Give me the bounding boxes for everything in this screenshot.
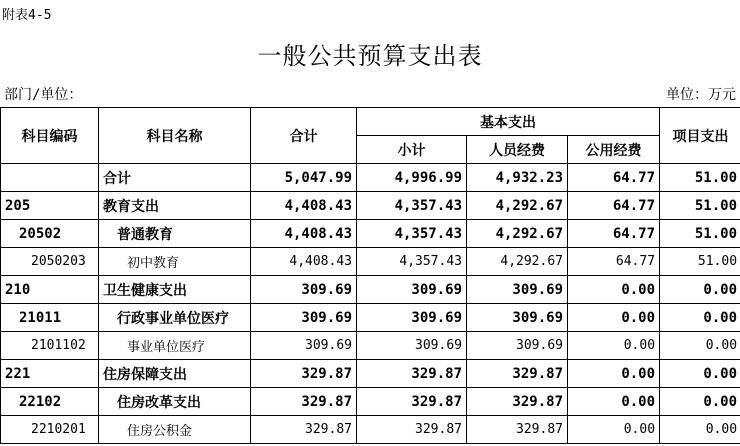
- table-row: [1, 192, 740, 220]
- cell-public: 64.77: [568, 248, 660, 276]
- cell-project: 51.00: [660, 192, 740, 220]
- cell-project: 0.00: [660, 332, 740, 360]
- header-name: 科目名称: [99, 108, 251, 164]
- cell-subtotal: 4,357.43: [357, 220, 467, 248]
- unit-label: 单位：万元: [666, 87, 736, 103]
- table-row: [1, 360, 740, 388]
- cell-public: 0.00: [568, 276, 660, 304]
- cell-personnel: 4,292.67: [467, 248, 568, 276]
- cell-personnel: 329.87: [467, 360, 568, 388]
- cell-subtotal: 329.87: [357, 388, 467, 416]
- cell-subtotal: 309.69: [357, 332, 467, 360]
- cell-code: 205: [1, 192, 99, 220]
- cell-code: 21011: [1, 304, 99, 332]
- table-row: [1, 304, 740, 332]
- cell-subtotal: 4,996.99: [357, 164, 467, 192]
- cell-personnel: 309.69: [467, 332, 568, 360]
- table-row: [1, 332, 740, 360]
- cell-total: 4,408.43: [251, 192, 357, 220]
- header-personnel: 人员经费: [467, 136, 568, 164]
- cell-public: 0.00: [568, 304, 660, 332]
- cell-name: 住房改革支出: [99, 388, 251, 416]
- cell-project: 0.00: [660, 360, 740, 388]
- cell-project: 0.00: [660, 388, 740, 416]
- header-project: 项目支出: [660, 108, 740, 164]
- cell-name: 初中教育: [99, 248, 251, 276]
- cell-code: 2210201: [1, 416, 99, 444]
- header-code: 科目编码: [1, 108, 99, 164]
- cell-code: 22102: [1, 388, 99, 416]
- header-subtotal: 小计: [357, 136, 467, 164]
- cell-subtotal: 329.87: [357, 416, 467, 444]
- cell-total: 329.87: [251, 416, 357, 444]
- table-row: [1, 416, 740, 444]
- cell-name: 卫生健康支出: [99, 276, 251, 304]
- cell-subtotal: 4,357.43: [357, 192, 467, 220]
- cell-code: 2050203: [1, 248, 99, 276]
- cell-personnel: 329.87: [467, 388, 568, 416]
- cell-public: 0.00: [568, 416, 660, 444]
- cell-personnel: 4,292.67: [467, 220, 568, 248]
- cell-public: 64.77: [568, 192, 660, 220]
- header-public: 公用经费: [568, 136, 660, 164]
- cell-public: 0.00: [568, 332, 660, 360]
- cell-name: 普通教育: [99, 220, 251, 248]
- cell-project: 0.00: [660, 304, 740, 332]
- cell-name: 事业单位医疗: [99, 332, 251, 360]
- annex-label: 附表4-5: [2, 8, 52, 23]
- cell-subtotal: 309.69: [357, 276, 467, 304]
- cell-project: 51.00: [660, 220, 740, 248]
- cell-project: 51.00: [660, 164, 740, 192]
- cell-total: 4,408.43: [251, 248, 357, 276]
- cell-code: 20502: [1, 220, 99, 248]
- cell-name: 住房公积金: [99, 416, 251, 444]
- cell-total: 309.69: [251, 304, 357, 332]
- cell-personnel: 309.69: [467, 304, 568, 332]
- cell-total: 329.87: [251, 360, 357, 388]
- cell-project: 51.00: [660, 248, 740, 276]
- cell-public: 64.77: [568, 164, 660, 192]
- cell-code: 210: [1, 276, 99, 304]
- cell-code: 2101102: [1, 332, 99, 360]
- cell-total: 309.69: [251, 276, 357, 304]
- cell-personnel: 4,292.67: [467, 192, 568, 220]
- cell-total: 309.69: [251, 332, 357, 360]
- cell-name: 住房保障支出: [99, 360, 251, 388]
- table-row: [1, 276, 740, 304]
- cell-name: 合计: [99, 164, 251, 192]
- cell-total: 329.87: [251, 388, 357, 416]
- cell-subtotal: 309.69: [357, 304, 467, 332]
- cell-personnel: 309.69: [467, 276, 568, 304]
- cell-total: 4,408.43: [251, 220, 357, 248]
- table-row: [1, 248, 740, 276]
- cell-project: 0.00: [660, 416, 740, 444]
- table-row: [1, 388, 740, 416]
- header-total: 合计: [251, 108, 357, 164]
- table-row: [1, 220, 740, 248]
- cell-name: 行政事业单位医疗: [99, 304, 251, 332]
- cell-name: 教育支出: [99, 192, 251, 220]
- cell-subtotal: 329.87: [357, 360, 467, 388]
- cell-subtotal: 4,357.43: [357, 248, 467, 276]
- cell-total: 5,047.99: [251, 164, 357, 192]
- budget-table: [0, 107, 740, 444]
- cell-code: [1, 164, 99, 192]
- cell-public: 0.00: [568, 388, 660, 416]
- cell-personnel: 4,932.23: [467, 164, 568, 192]
- table-row-total: [1, 164, 740, 192]
- cell-project: 0.00: [660, 276, 740, 304]
- department-label: 部门/单位：: [4, 87, 83, 103]
- page-title: 一般公共预算支出表: [257, 42, 483, 70]
- cell-code: 221: [1, 360, 99, 388]
- cell-public: 64.77: [568, 220, 660, 248]
- cell-personnel: 329.87: [467, 416, 568, 444]
- cell-public: 0.00: [568, 360, 660, 388]
- header-basic: 基本支出: [357, 108, 660, 136]
